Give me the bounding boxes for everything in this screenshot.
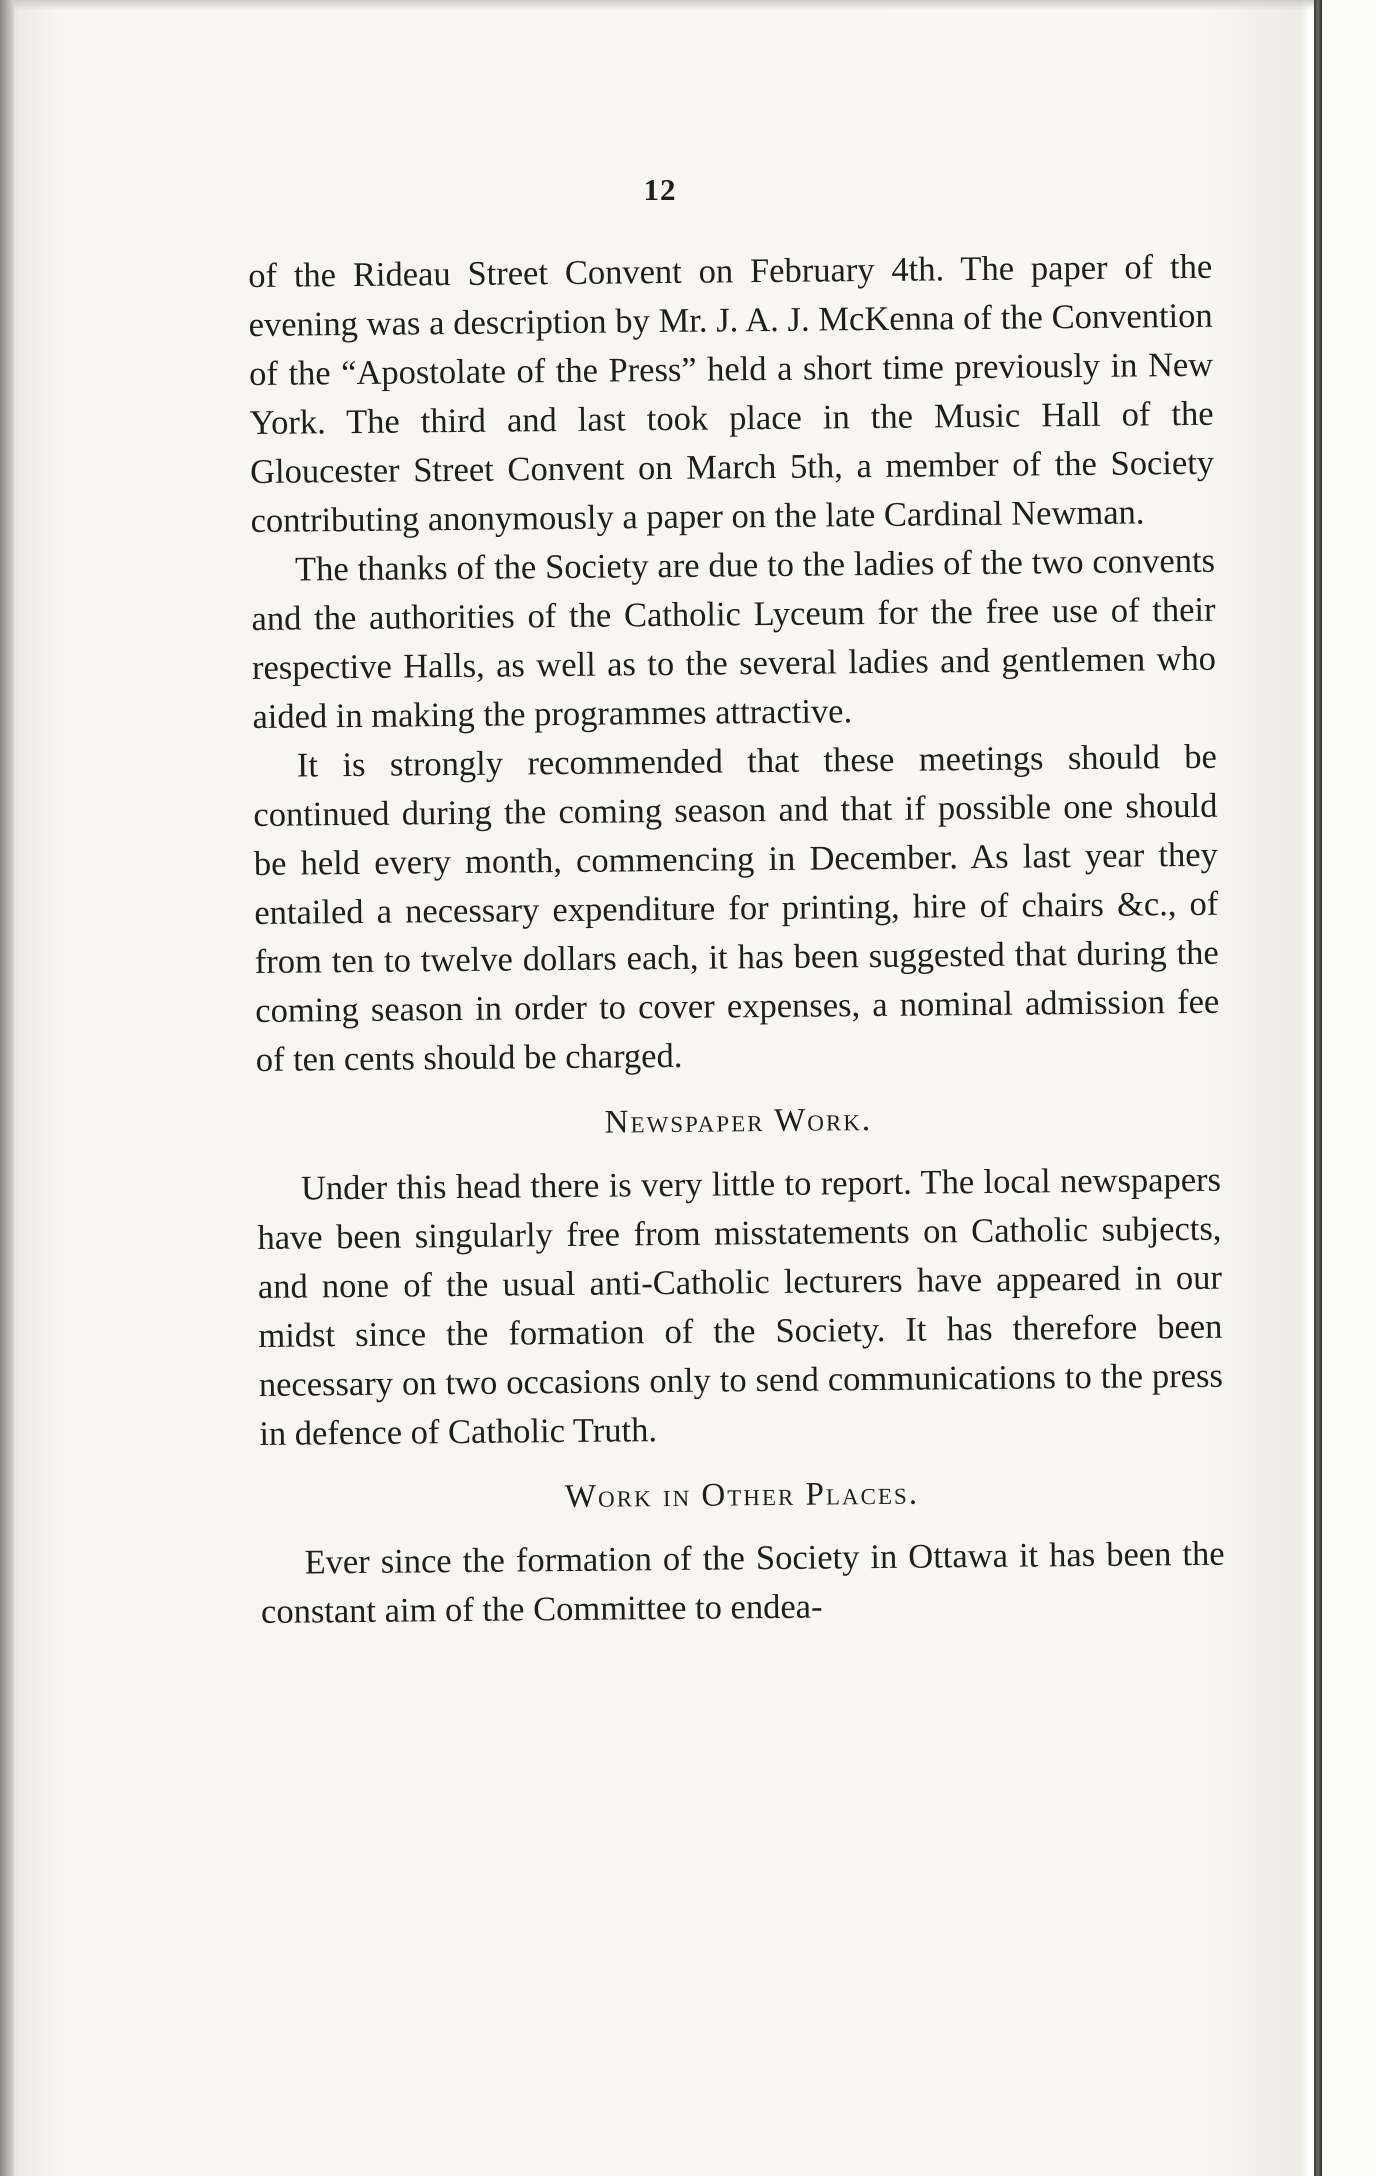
paragraph-recommendation: It is strongly recommended that these meetings should be continued during the coming season and that if possible one should be held every month, commencing in December. As last year they entailed a necessary expenditure for printing, hire of chairs &c., of from ten to twelve dollars each, it has been suggested that during the coming season in order to cover expenses, a nominal admission fee of ten cents should be charged. xyxy=(253,737,1220,1079)
binding-edge-right xyxy=(1314,0,1322,2176)
heading-work-in-other-places: Work in Other Places. xyxy=(564,1475,920,1516)
heading-newspaper-work: Newspaper Work. xyxy=(604,1102,873,1141)
next-page-margin xyxy=(1322,0,1376,2176)
page-number: 12 xyxy=(643,172,677,207)
paragraph-convent-meetings: of the Rideau Street Convent on February 4th. The paper of the evening was a description by Mr. J. A. J. McKenna of the Convention of the “Apostolate of the Press” held a short time previously in New York. The third and last took place in the Music Hall of the Gloucester Street Convent on March 5th, a member of the Society contributing anonymously a paper on the late Cardinal Newman. xyxy=(248,247,1215,540)
page-top-shadow xyxy=(14,0,1314,10)
paragraph-work-in-other-places: Ever since the formation of the Society in Ottawa it has been the constant aim of the Committee to endea- xyxy=(260,1534,1225,1631)
paragraph-newspaper-work: Under this head there is very little to report. The local newspapers have been singularly free from misstatements on Catholic subjects, and none of the usual anti-Catholic lecturers have appeared in our midst since the formation of the Society. It has therefore been necessary on two occasions only to send communications to the press in defence of Catholic Truth. xyxy=(257,1160,1224,1453)
body-text xyxy=(248,243,1225,1637)
paragraph-thanks: The thanks of the Society are due to the ladies of the two convents and the authorities of the Catholic Lyceum for the free use of their respective Halls, as well as to the several ladies and gentlemen who aided in making the programmes attractive. xyxy=(251,541,1217,736)
binding-edge-left xyxy=(0,0,14,2176)
